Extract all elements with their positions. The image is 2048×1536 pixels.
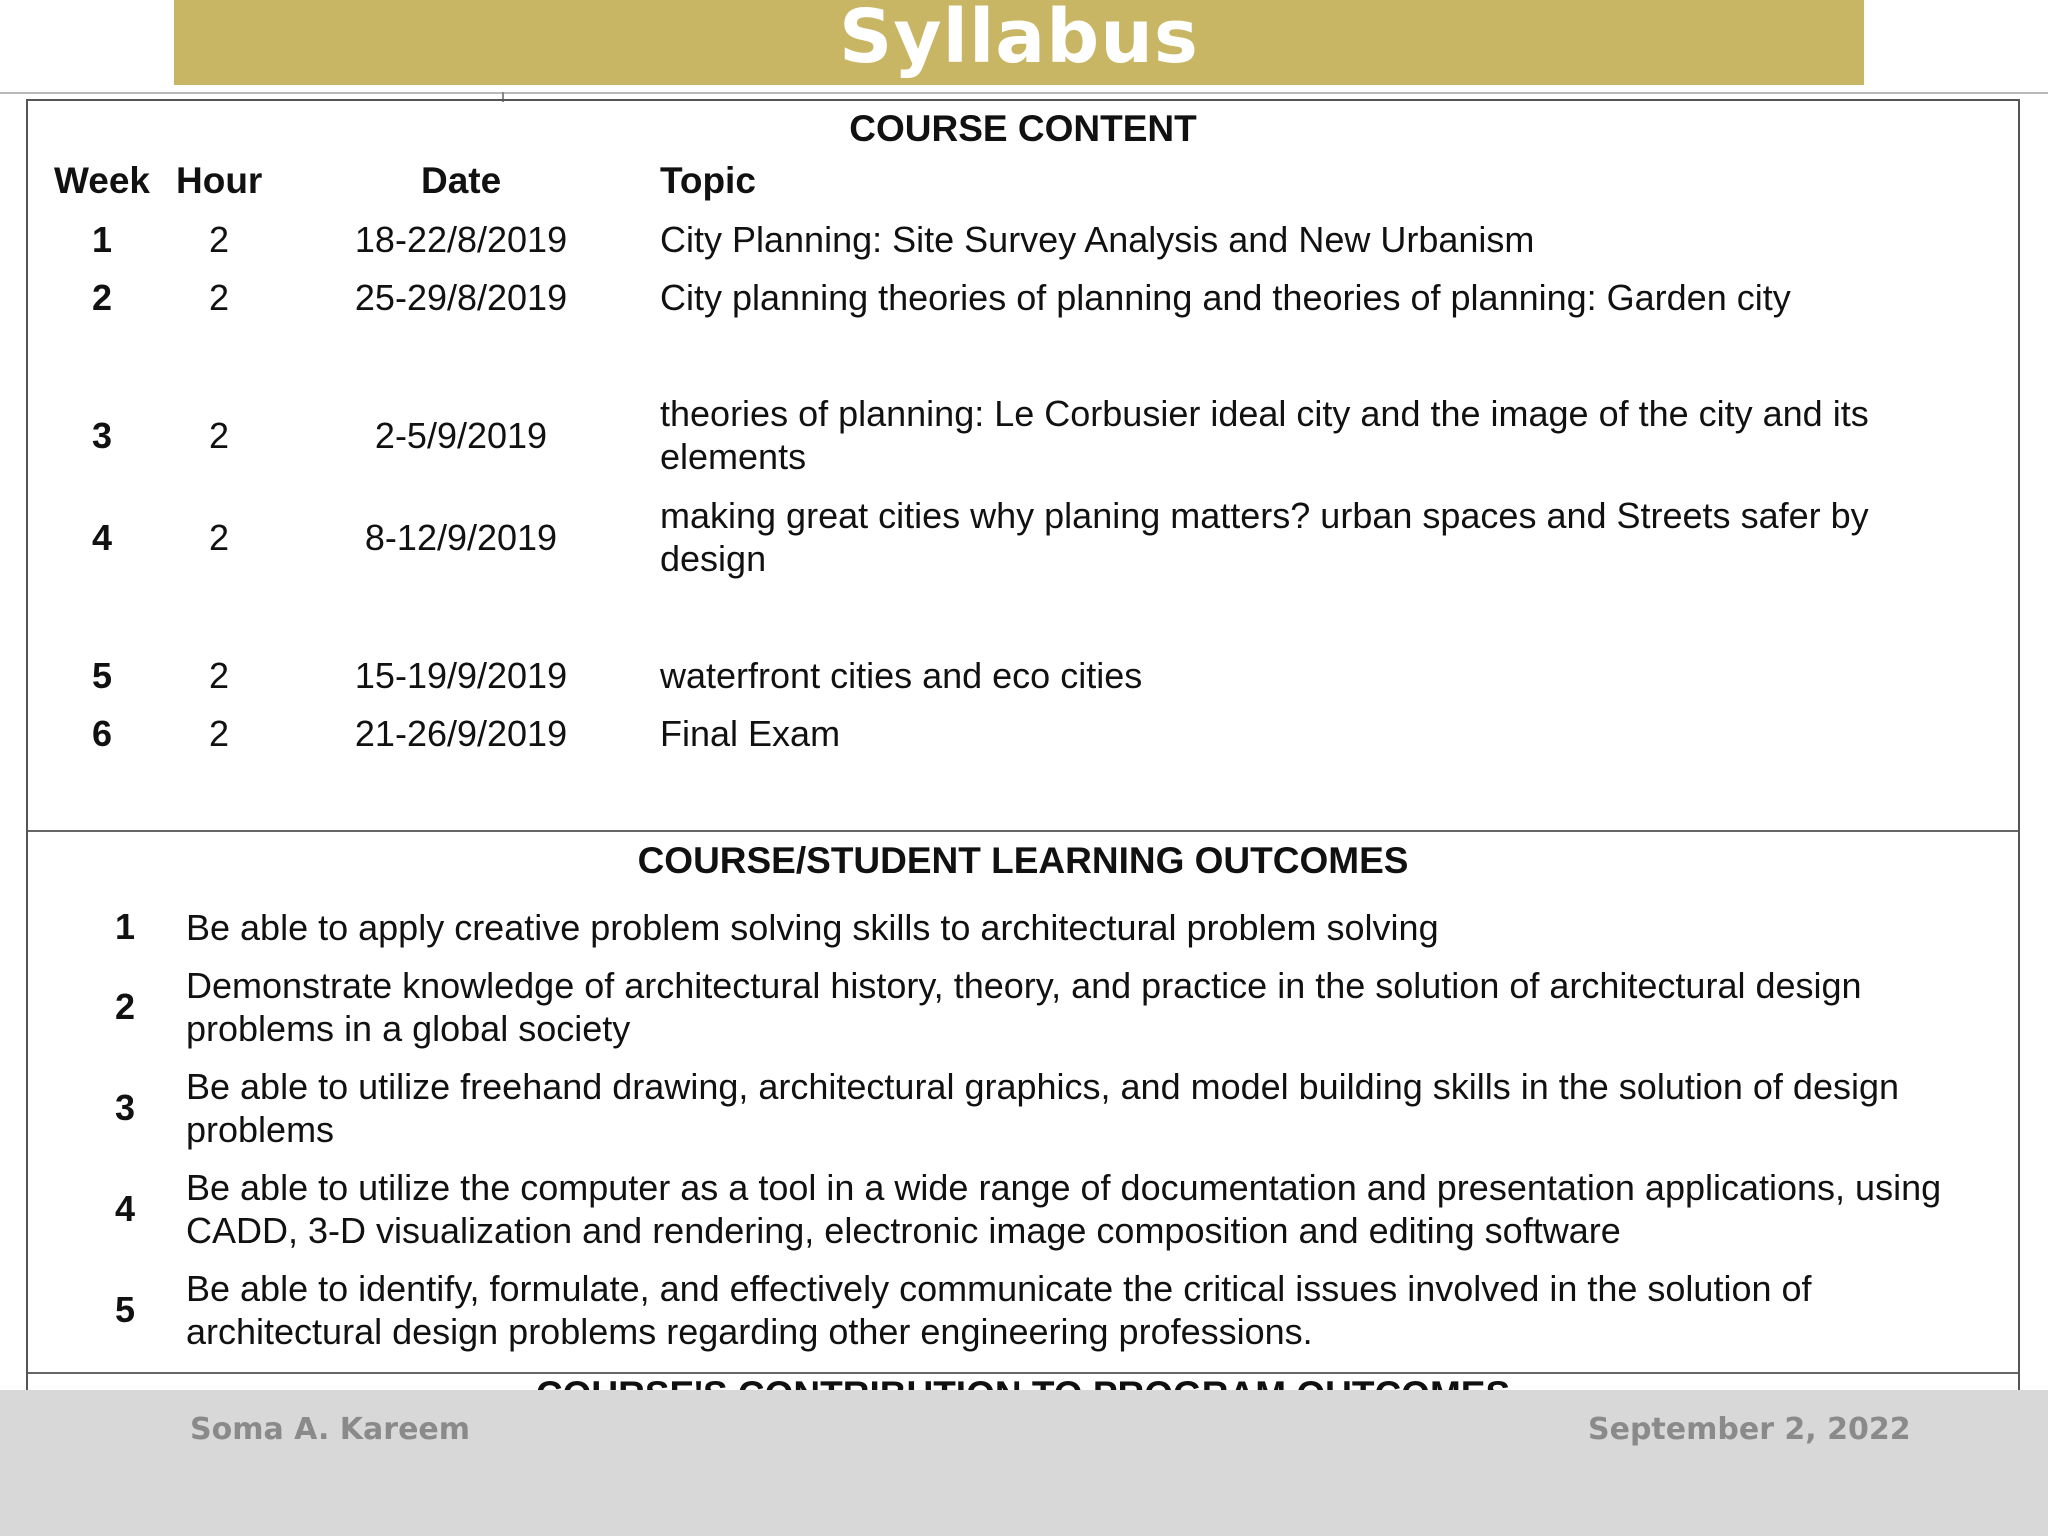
section-divider xyxy=(28,830,2018,832)
slide-title: Syllabus xyxy=(839,0,1199,80)
outcome-4-line2: CADD, 3-D visualization and rendering, electronic image composition and editing software xyxy=(186,1210,1621,1251)
row-6-week: 6 xyxy=(91,713,113,754)
outcome-2-line1: Demonstrate knowledge of architectural history, theory, and practice in the solution of architectural design xyxy=(186,965,1862,1006)
row-3-date: 2-5/9/2019 xyxy=(374,415,548,456)
row-4-topic-line1: making great cities why planing matters? urban spaces and Streets safer by xyxy=(660,495,1869,536)
outcome-4-line1: Be able to utilize the computer as a tool in a wide range of documentation and presentation applications, using xyxy=(186,1167,1942,1208)
row-5-date: 15-19/9/2019 xyxy=(354,655,568,696)
row-6-date: 21-26/9/2019 xyxy=(354,713,568,754)
next-section-title-cut xyxy=(28,1374,2018,1390)
hour-header: Hour xyxy=(176,160,263,201)
course-content-title: COURSE CONTENT xyxy=(849,108,1197,149)
row-1-topic: City Planning: Site Survey Analysis and New Urbanism xyxy=(660,219,1535,260)
row-5-week: 5 xyxy=(91,655,113,696)
outcome-3-num: 3 xyxy=(114,1087,136,1128)
row-2-topic: City planning theories of planning and theories of planning: Garden city xyxy=(660,277,1791,318)
syllabus-document xyxy=(26,100,2020,1390)
outcome-3-line1: Be able to utilize freehand drawing, architectural graphics, and model building skills in the solution of design xyxy=(186,1066,1900,1107)
title-bar xyxy=(174,0,1864,85)
row-1-week: 1 xyxy=(91,219,113,260)
row-1-hour: 2 xyxy=(208,219,230,260)
row-4-hour: 2 xyxy=(208,517,230,558)
row-2-hour: 2 xyxy=(208,277,230,318)
outcome-4-text xyxy=(186,1166,2006,1252)
row-3-topic xyxy=(660,392,2000,478)
outcome-1-num: 1 xyxy=(114,906,136,947)
outcome-1-text xyxy=(186,906,2006,949)
outcome-2-text xyxy=(186,964,2006,1050)
row-3-topic-line1: theories of planning: Le Corbusier ideal city and the image of the city and its xyxy=(660,393,1869,434)
row-4-date: 8-12/9/2019 xyxy=(364,517,558,558)
row-5-hour: 2 xyxy=(208,655,230,696)
row-2-week: 2 xyxy=(91,277,113,318)
outcome-2-num: 2 xyxy=(114,986,136,1027)
top-rule xyxy=(0,92,2048,94)
outcome-5-num: 5 xyxy=(114,1289,136,1330)
outcome-4-num: 4 xyxy=(114,1188,136,1229)
outcome-5-line1: Be able to identify, formulate, and effectively communicate the critical issues involved in the solution of xyxy=(186,1268,1812,1309)
outcome-2-line2: problems in a global society xyxy=(186,1008,631,1049)
outcome-5-line2: architectural design problems regarding other engineering professions. xyxy=(186,1311,1313,1352)
row-4-topic xyxy=(660,494,2000,580)
slide-footer xyxy=(0,1390,2048,1536)
outcome-1-line1: Be able to apply creative problem solving skills to architectural problem solving xyxy=(186,907,1439,948)
outcome-3-text xyxy=(186,1065,2006,1151)
row-2-date: 25-29/8/2019 xyxy=(354,277,568,318)
footer-author: Soma A. Kareem xyxy=(190,1412,471,1447)
row-6-hour: 2 xyxy=(208,713,230,754)
row-3-week: 3 xyxy=(91,415,113,456)
week-header: Week xyxy=(54,160,150,201)
topic-header: Topic xyxy=(660,160,756,201)
row-5-topic: waterfront cities and eco cities xyxy=(660,655,1143,696)
outcome-5-text xyxy=(186,1267,2006,1353)
row-3-topic-line2: elements xyxy=(660,436,807,477)
row-6-topic: Final Exam xyxy=(660,713,841,754)
footer-date: September 2, 2022 xyxy=(1588,1412,1911,1447)
outcome-3-line2: problems xyxy=(186,1109,335,1150)
row-1-date: 18-22/8/2019 xyxy=(354,219,568,260)
row-4-week: 4 xyxy=(91,517,113,558)
row-3-hour: 2 xyxy=(208,415,230,456)
date-header: Date xyxy=(421,160,502,201)
outcomes-title: COURSE/STUDENT LEARNING OUTCOMES xyxy=(637,840,1409,881)
row-4-topic-line2: design xyxy=(660,538,767,579)
